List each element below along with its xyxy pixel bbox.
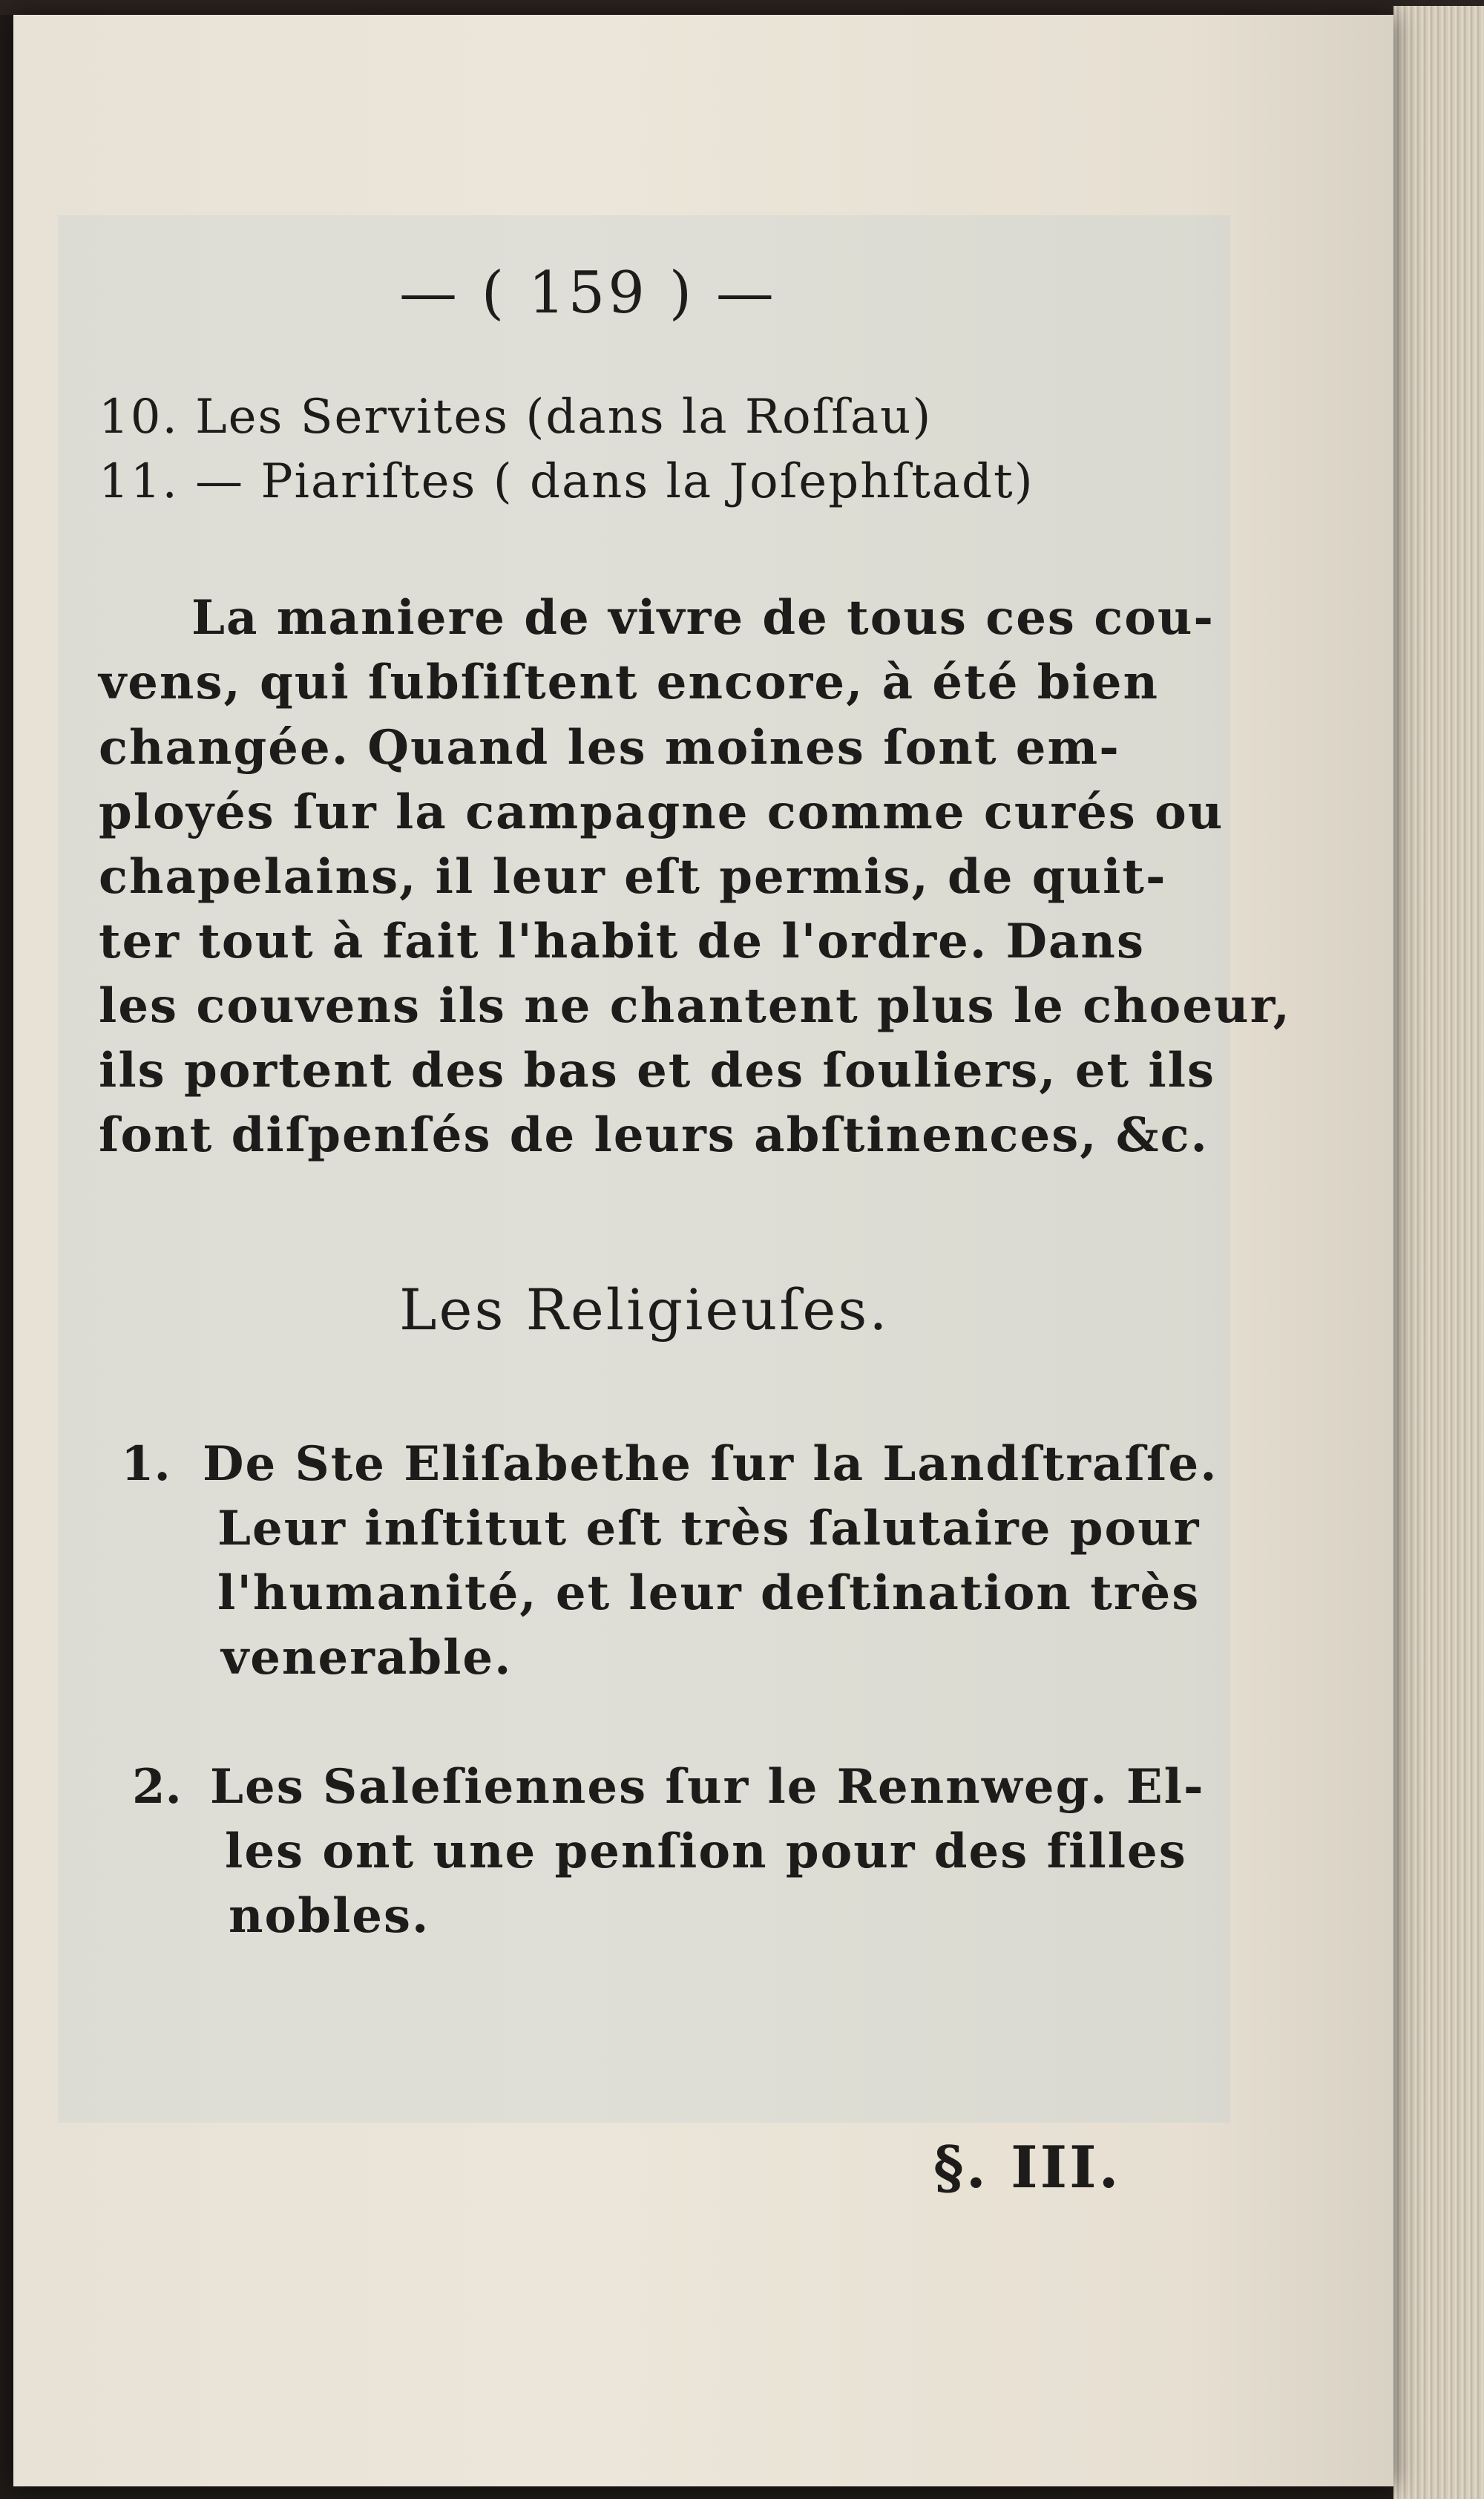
paragraph-line: ter tout à fait l'habit de l'ordre. Dans: [99, 914, 1145, 969]
list-item-10: [99, 390, 932, 445]
religieuses-item-2-number: 2.: [132, 1759, 182, 1815]
section-title: Les Religieuſes.: [399, 1277, 890, 1343]
religieuses-item-1-line: Leur inſtitut eſt très ſalutaire pour: [217, 1501, 1201, 1556]
book-page: [13, 15, 1393, 2486]
section-catchword: §. III.: [933, 2134, 1121, 2201]
page-edges: [1393, 6, 1484, 2499]
religieuses-item-1-line: l'humanité, et leur deſtination très: [217, 1565, 1201, 1621]
list-item-11: [99, 454, 1034, 509]
spine-edge: [0, 0, 1484, 15]
religieuses-item-2-line: les ont une penſion pour des filles: [225, 1824, 1187, 1879]
paragraph-line: ployés ſur la campagne comme curés ou: [99, 785, 1224, 840]
paragraph-line: changée. Quand les moines ſont em-: [99, 720, 1120, 776]
paragraph-line: La maniere de vivre de tous ces cou-: [191, 590, 1215, 646]
list-item-text: — Piariſtes ( dans la Joſephſtadt): [195, 454, 1034, 509]
paragraph-line: vens, qui ſubſiſtent encore, à été bien: [99, 655, 1159, 710]
paragraph-line: les couvens ils ne chantent plus le choeur,: [99, 978, 1291, 1034]
religieuses-item-2-line: Les Saleſiennes ſur le Rennweg. El-: [210, 1759, 1205, 1815]
religieuses-item-1-number: 1.: [121, 1436, 171, 1492]
religieuses-item-1-line: venerable.: [221, 1630, 513, 1686]
paragraph-line: ſont diſpenſés de leurs abſtinences, &c.: [99, 1107, 1209, 1163]
page-header: — ( 159 ) —: [399, 260, 777, 327]
paragraph-line: ils portent des bas et des ſouliers, et ils: [99, 1043, 1216, 1098]
religieuses-item-2-line: nobles.: [229, 1888, 430, 1944]
list-item-number: 10.: [99, 390, 179, 445]
list-item-text: Les Servites (dans la Roſſau): [195, 390, 933, 445]
religieuses-item-1-line: De Ste Eliſabethe ſur la Landſtraſſe.: [203, 1436, 1218, 1492]
paragraph-line: chapelains, il leur eſt permis, de quit-: [99, 849, 1167, 905]
list-item-number: 11.: [99, 454, 179, 509]
